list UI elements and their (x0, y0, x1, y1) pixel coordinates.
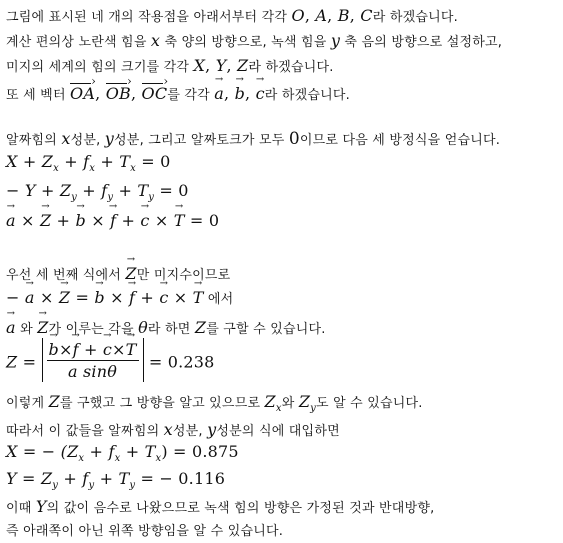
vector-a: → a (214, 84, 224, 103)
paragraph-unknown-Z: 우선 세 번째 식에서 → Z만 미지수이므로 (6, 264, 230, 283)
paragraph-angle: → a 와 → Z가 이루는 각을 θ라 하면 Z를 구할 수 있습니다. (6, 318, 326, 337)
paragraph-directions: 계산 편의상 노란색 힘을 x 축 양의 방향으로, 녹색 힘을 y 축 음의 방향으로 설정하고, (6, 31, 503, 50)
vector-OB: OB › (106, 84, 131, 103)
paragraph-Z-components: 이렇게 Z를 구했고 그 방향을 알고 있으므로 $Z_x$와 $Z_y$도 알 수 있습니다. (6, 392, 423, 414)
point-O: O (291, 6, 305, 25)
paragraph-vectors: 또 세 벡터 OA ›, OB ›, OC ›를 각각 → a, → b, → c라 하겠습니다. (6, 84, 350, 103)
vector-OA: OA › (70, 84, 95, 103)
vector-c: → c (256, 84, 265, 103)
vector-OC: OC › (142, 84, 168, 103)
point-B: B (337, 6, 350, 25)
equation-X-value: X = − $(Z_x + f_x + T_x) = 0.875$ (6, 442, 239, 464)
vector-b: → b (235, 84, 245, 103)
point-C: C (360, 6, 373, 25)
equation-Y-value: $Y = Z_y + f_y + T_y$ = − 0.116 (6, 469, 226, 491)
paragraph-unknowns: 미지의 세계의 힘의 크기를 각각 X, Y, Z라 하겠습니다. (6, 56, 334, 75)
equation-Z-magnitude: Z = → $\frac{b\times\to f + \to c\times\to T}{\text{a sinθ}}$ = 0.238 (6, 340, 215, 384)
equation-force-x: $X + Z_x + f_x + T_x = 0$ (6, 152, 171, 174)
paragraph-conclusion-2: 즉 아래쪽이 아닌 위쪽 방향임을 알 수 있습니다. (6, 524, 284, 539)
paragraph-equilibrium: 알짜힘의 x성분, y성분, 그리고 알짜토크가 모두 0이므로 다음 세 방정식을 얻습니다. (6, 129, 501, 149)
equation-torque: → a × → Z + → b × → f + → c × → T = 0 (6, 211, 219, 230)
equation-torque-rearranged: − → a × → Z = → b × → f + → c × → T 에서 (6, 288, 233, 307)
paragraph-points: 그림에 표시된 네 개의 작용점을 아래서부터 각각 O, A, B, C라 하겠습니다. (6, 6, 458, 25)
point-A: A (315, 6, 328, 25)
paragraph-substitute: 따라서 이 값들을 알짜힘의 x성분, y성분의 식에 대입하면 (6, 420, 340, 439)
paragraph-conclusion: 이때 Y의 값이 음수로 나왔으므로 녹색 힘의 방향은 가정된 것과 반대방향, (6, 497, 435, 516)
equation-force-y: − $Y + Z_y + f_y + T_y = 0$ (6, 181, 189, 203)
